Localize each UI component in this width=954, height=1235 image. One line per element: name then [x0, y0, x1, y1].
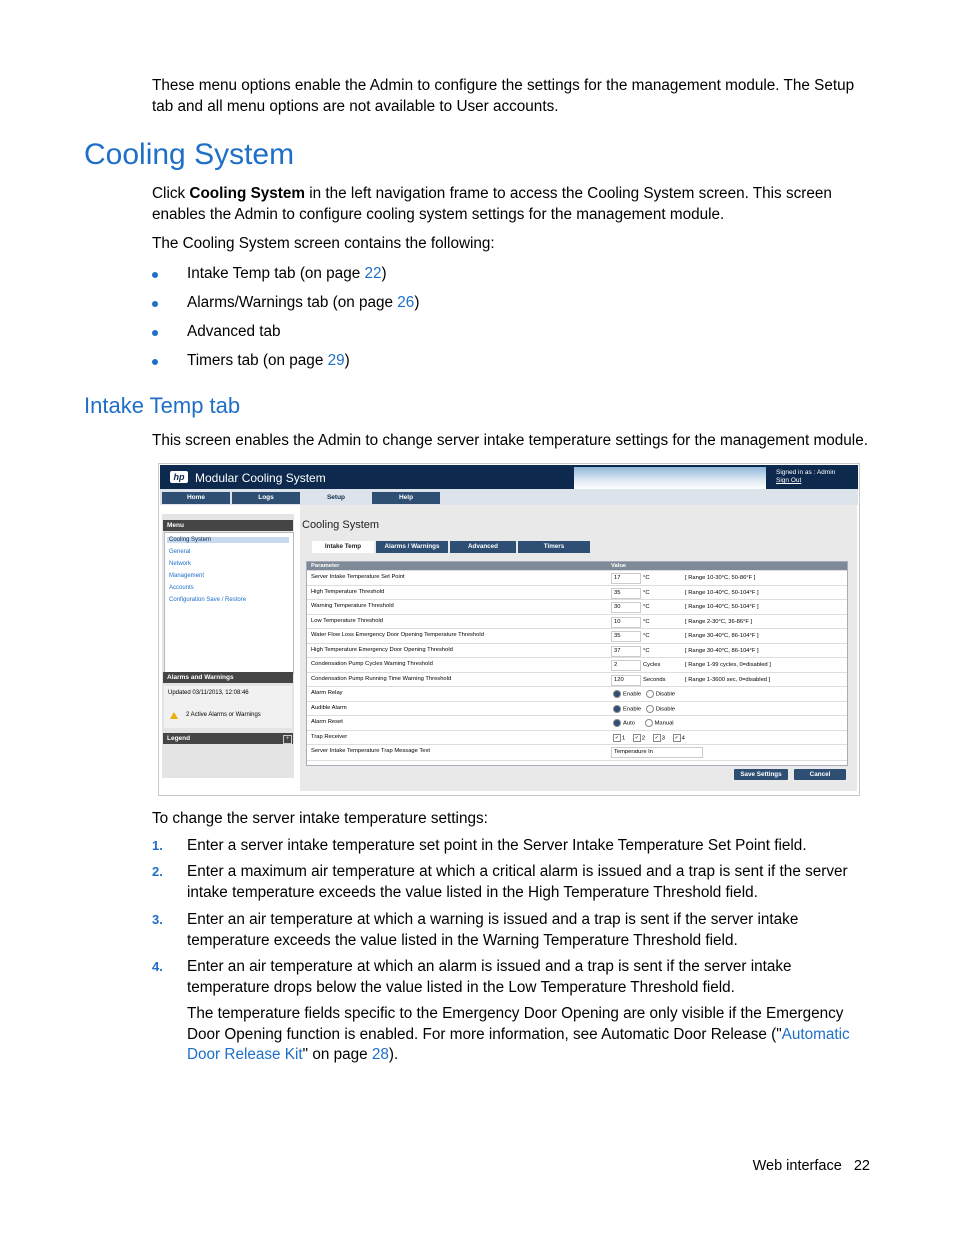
checkbox-trap-4[interactable]: ✓	[674, 734, 679, 741]
page-link[interactable]: 22	[364, 265, 382, 282]
step-number: 1.	[152, 838, 163, 853]
trap-receiver-options	[613, 734, 685, 742]
value-input[interactable]: 30	[611, 602, 641, 613]
alarm-relay-options	[613, 690, 675, 698]
step-number: 4.	[152, 959, 163, 974]
bullet-text: Intake Temp tab (on page	[187, 265, 365, 282]
table-row	[307, 614, 847, 630]
bullet-close: )	[344, 352, 350, 369]
value-input[interactable]: 120	[611, 675, 641, 686]
expand-icon[interactable]: +	[283, 735, 292, 744]
range-label: [ Range 10-40°C, 50-104°F ]	[685, 604, 759, 610]
enable-label: Enable	[623, 706, 642, 713]
legend-header[interactable]: Legend	[163, 733, 293, 744]
alarms-header: Alarms and Warnings	[163, 672, 293, 683]
note-paragraph	[152, 1004, 870, 1066]
table-row	[307, 585, 847, 601]
bullet-dot	[152, 330, 158, 336]
manual-label: Manual	[654, 720, 674, 727]
col-value: Value	[607, 562, 847, 570]
step-4	[152, 957, 870, 998]
trap-label: 2	[641, 735, 646, 742]
trap-label: 1	[622, 735, 626, 742]
radio-disable[interactable]	[646, 690, 654, 698]
app-banner	[160, 465, 858, 489]
enable-label: Enable	[623, 691, 642, 698]
para1-pre: Click	[152, 185, 190, 202]
step-text: Enter an air temperature at which an alarm is issued and a trap is sent if the server intake temperature drops below the value listed in the Low Temperature Threshold field.	[187, 958, 792, 996]
screenshot-figure	[158, 463, 860, 796]
banner-image	[574, 467, 766, 489]
audible-alarm-options	[613, 705, 675, 713]
heading-cooling-system: Cooling System	[84, 138, 295, 171]
bullet-dot	[152, 272, 158, 278]
save-settings-button[interactable]: Save Settings	[734, 769, 788, 780]
disable-label: Disable	[655, 706, 676, 713]
note-text: The temperature fields specific to the Emergency Door Opening are only visible if the Emergency Door Opening function is enabled. For more information, see Automatic Door Release ("	[187, 1005, 844, 1043]
table-row	[307, 672, 847, 688]
bullet-dot	[152, 359, 158, 365]
alarm-reset-options	[613, 719, 674, 727]
table-row	[307, 643, 847, 659]
page-link[interactable]: 29	[327, 352, 345, 369]
checkbox-trap-2[interactable]: ✓	[634, 734, 639, 741]
contains-paragraph: The Cooling System screen contains the following:	[152, 235, 495, 252]
param-name: Low Temperature Threshold	[311, 617, 383, 624]
value-input[interactable]: 2	[611, 660, 641, 671]
table-row-trap-message	[307, 744, 847, 761]
note-text-end: ).	[388, 1046, 399, 1063]
range-label: [ Range 10-40°C, 50-104°F ]	[685, 589, 759, 596]
param-name: Trap Receiver	[311, 733, 348, 740]
param-name: Warning Temperature Threshold	[311, 603, 394, 609]
step-number: 3.	[152, 912, 163, 927]
range-label: [ Range 2-30°C, 36-86°F ]	[685, 618, 753, 625]
unit-label: °C	[643, 575, 650, 581]
step-number: 2.	[152, 864, 163, 879]
menu-item-management[interactable]: Management	[169, 573, 205, 579]
trap-message-input[interactable]: Temperature In	[611, 747, 703, 758]
trap-label: 3	[661, 735, 665, 742]
param-name: Server Intake Temperature Trap Message Text	[311, 748, 431, 754]
disable-label: Disable	[655, 691, 676, 698]
unit-label: °C	[643, 604, 650, 610]
checkbox-trap-1[interactable]: ✓	[614, 734, 620, 741]
page-footer: Web interface 22	[752, 1158, 870, 1174]
menu-item-general[interactable]: General	[169, 549, 191, 555]
table-row-trap-receiver	[307, 730, 847, 746]
bullet-dot	[152, 301, 158, 307]
step-3	[152, 910, 870, 951]
bullet-text: Advanced tab	[187, 323, 281, 340]
menu-item-accounts[interactable]: Accounts	[169, 585, 194, 591]
cancel-button[interactable]: Cancel	[794, 769, 846, 780]
menu-item-cooling-system[interactable]: Cooling System	[167, 537, 289, 543]
page-link[interactable]: 28	[371, 1046, 389, 1063]
content-title: Cooling System	[302, 519, 380, 531]
step-text: Enter an air temperature at which a warning is issued and a trap is sent if the server intake temperature exceeds the value listed in the Warning Temperature Threshold field.	[187, 911, 799, 949]
unit-label: °C	[643, 647, 650, 654]
value-input[interactable]: 10	[611, 617, 641, 628]
step-1	[152, 836, 870, 857]
sign-out-link[interactable]: Sign Out	[776, 477, 802, 484]
cooling-intro-paragraph	[152, 184, 870, 225]
param-name: Condensation Pump Cycles Warning Threshold	[311, 661, 433, 667]
updated-time: Updated 03/11/2013, 12:08:46	[168, 690, 249, 696]
value-input[interactable]: 17	[611, 573, 641, 584]
unit-label: Cycles	[643, 662, 661, 668]
table-row	[307, 570, 847, 586]
para1-bold: Cooling System	[189, 185, 305, 202]
subtab-advanced[interactable]: Advanced	[450, 541, 516, 553]
value-input[interactable]: 35	[611, 631, 641, 642]
warning-icon	[170, 712, 178, 719]
table-row	[307, 599, 847, 615]
unit-label: °C	[643, 618, 650, 625]
signed-in-info	[776, 469, 835, 485]
bullet-close: )	[414, 294, 420, 311]
value-input[interactable]: 35	[611, 588, 641, 599]
param-name: High Temperature Emergency Door Opening Threshold	[311, 646, 453, 653]
unit-label: °C	[643, 589, 650, 596]
table-row-alarm-relay	[307, 686, 847, 702]
bullet-text: Alarms/Warnings tab (on page	[187, 294, 398, 311]
param-name: Audible Alarm	[311, 704, 347, 711]
subtab-timers[interactable]: Timers	[518, 541, 590, 553]
page-link[interactable]: 26	[397, 294, 415, 311]
range-label: [ Range 1-99 cycles, 0=disabled ]	[685, 662, 771, 668]
tab-home[interactable]: Home	[162, 492, 230, 504]
tab-setup[interactable]: Setup	[302, 492, 370, 504]
note-text-mid: " on page	[302, 1046, 372, 1063]
intro-paragraph: These menu options enable the Admin to configure the settings for the management module. The Setup tab and all menu options are not available to User accounts.	[152, 77, 855, 115]
range-label: [ Range 30-40°C, 86-104°F ]	[685, 647, 759, 654]
col-parameter: Parameter	[307, 562, 607, 570]
value-input[interactable]: 37	[611, 646, 641, 657]
step-2	[152, 862, 870, 903]
menu-list	[164, 532, 294, 674]
param-name: Alarm Reset	[311, 719, 343, 725]
content-area	[300, 505, 857, 791]
bullet-text: Timers tab (on page	[187, 352, 328, 369]
subtab-intake-temp[interactable]: Intake Temp	[312, 541, 374, 553]
change-settings-paragraph: To change the server intake temperature settings:	[152, 810, 488, 827]
table-row	[307, 657, 847, 673]
tab-logs[interactable]: Logs	[232, 492, 300, 504]
radio-manual[interactable]	[645, 719, 653, 727]
heading-intake-temp-tab: Intake Temp tab	[84, 393, 241, 418]
menu-header: Menu	[163, 520, 293, 531]
radio-disable[interactable]	[646, 705, 654, 713]
unit-label: °C	[643, 633, 650, 639]
nav-bar	[160, 489, 858, 505]
settings-table	[306, 561, 848, 766]
hp-logo: hp	[170, 471, 188, 483]
subtab-alarms-warnings[interactable]: Alarms / Warnings	[376, 541, 448, 553]
radio-enable[interactable]	[613, 690, 621, 698]
table-row	[307, 628, 847, 644]
para1-post: in the left navigation frame to access the Cooling System screen. This screen enables the Admin to configure cooling system settings for the management module.	[152, 185, 832, 223]
auto-label: Auto	[623, 720, 635, 727]
param-name: Alarm Relay	[311, 690, 343, 696]
tab-help[interactable]: Help	[372, 492, 440, 504]
param-name: High Temperature Threshold	[311, 588, 385, 595]
radio-enable[interactable]	[613, 705, 621, 713]
radio-auto[interactable]	[613, 719, 621, 727]
unit-label: Seconds	[643, 676, 666, 683]
app-title: Modular Cooling System	[195, 471, 326, 485]
param-name: Condensation Pump Running Time Warning Threshold	[311, 675, 452, 682]
automatic-door-release-kit-link[interactable]: Automatic Door Release Kit	[187, 1025, 850, 1063]
menu-item-network[interactable]: Network	[169, 561, 192, 567]
range-label: [ Range 1-3600 sec, 0=disabled ]	[685, 676, 771, 683]
step-text: Enter a maximum air temperature at which a critical alarm is issued and a trap is sent if the server intake temperature exceeds the value listed in the High Temperature Threshold field.	[187, 863, 848, 901]
active-alarms-link[interactable]: 2 Active Alarms or Warnings	[186, 712, 261, 718]
signed-in-text: Signed in as : Admin	[776, 469, 836, 476]
intake-paragraph: This screen enables the Admin to change server intake temperature settings for the management module.	[152, 432, 868, 449]
range-label: [ Range 10-30°C, 50-86°F ]	[685, 575, 756, 581]
trap-label: 4	[681, 735, 685, 742]
param-name: Server Intake Temperature Set Point	[311, 574, 405, 580]
step-text: Enter a server intake temperature set point in the Server Intake Temperature Set Point field.	[187, 837, 807, 854]
table-row-alarm-reset	[307, 715, 847, 731]
menu-item-config-save-restore[interactable]: Configuration Save / Restore	[169, 597, 247, 603]
table-row-audible-alarm	[307, 701, 847, 717]
checkbox-trap-3[interactable]: ✓	[654, 734, 659, 741]
alarms-box	[164, 686, 292, 728]
bullet-close: )	[381, 265, 387, 282]
param-name: Water Flow Loss Emergency Door Opening Temperature Threshold	[311, 632, 484, 638]
range-label: [ Range 30-40°C, 86-104°F ]	[685, 633, 759, 639]
